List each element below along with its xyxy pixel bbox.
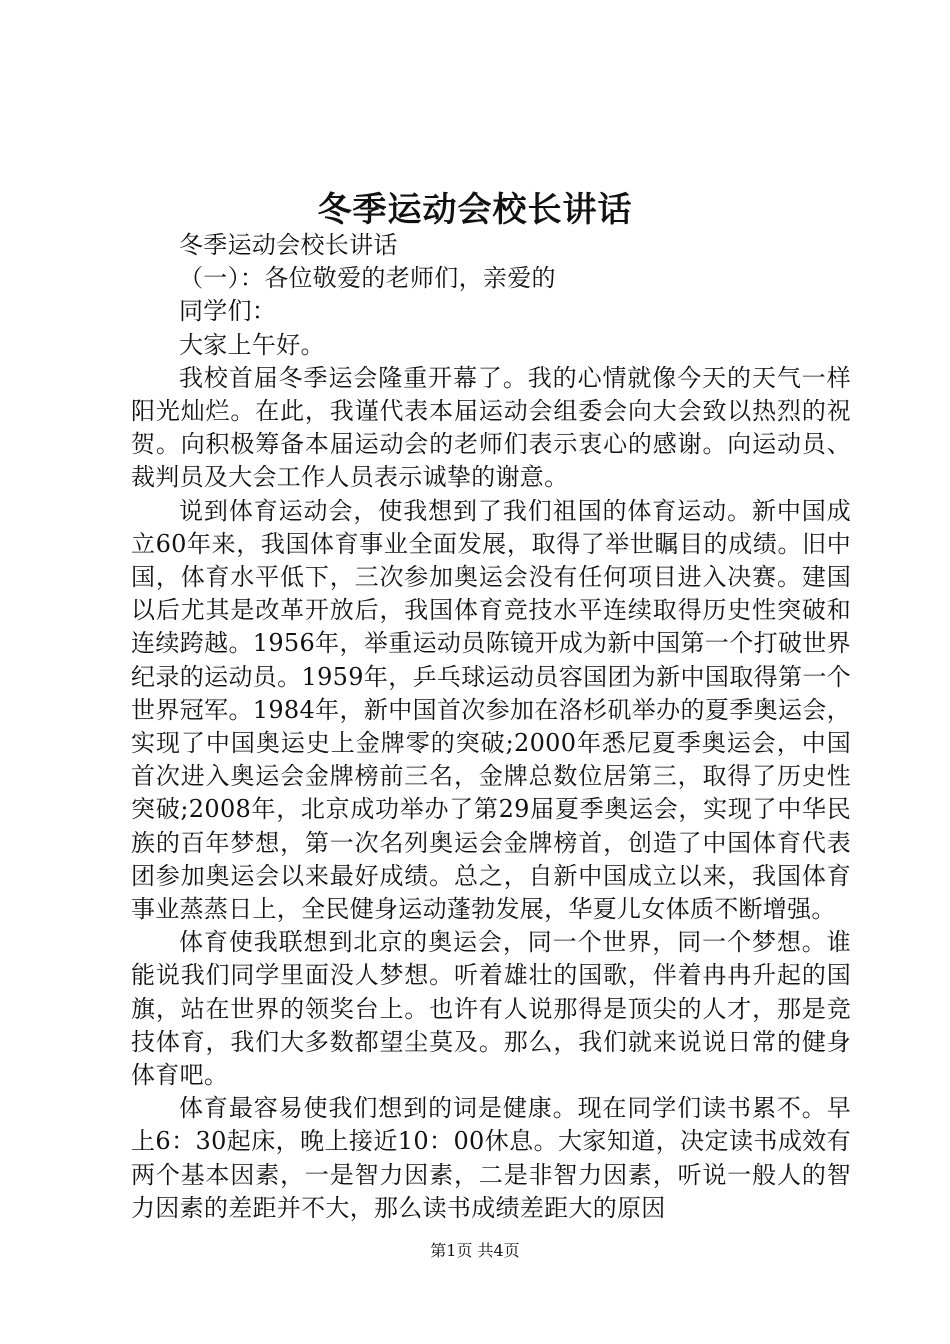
document-title: 冬季运动会校长讲话 — [317, 190, 633, 230]
paragraph-subtitle: 冬季运动会校长讲话 — [179, 231, 398, 259]
paragraph-salutation: （一）：各位敬爱的老师们，亲爱的 — [179, 264, 556, 293]
paragraph-greeting: 大家上午好。 — [179, 330, 325, 359]
paragraph-salutation-cont: 同学们： — [179, 297, 277, 326]
page-footer: 第1页 共4页 — [430, 1241, 520, 1260]
document-body — [131, 229, 851, 1225]
paragraph-olympics-dream: 体育使我联想到北京的奥运会，同一个世界，同一个梦想。谁能说我们同学里面没人梦想。听着雄壮的国歌，伴着冉冉升起的国旗，站在世界的领奖台上。也许有人说那得是顶尖的人才，那是竞技体育，我们大多数都望尘莫及。那么，我们就来说说日常的健身体育吧。 — [131, 928, 851, 1090]
paragraph-opening: 我校首届冬季运会隆重开幕了。我的心情就像今天的天气一样阳光灿烂。在此，我谨代表本届运动会组委会向大会致以热烈的祝贺。向积极筹备本届运动会的老师们表示衷心的感谢。向运动员、裁判员及大会工作人员表示诚挚的谢意。 — [131, 363, 851, 492]
paragraph-sports-history: 说到体育运动会，使我想到了我们祖国的体育运动。新中国成立60年来，我国体育事业全面发展，取得了举世瞩目的成绩。旧中国，体育水平低下，三次参加奥运会没有任何项目进入决赛。建国以后尤其是改革开放后，我国体育竞技水平连续取得历史性突破和连续跨越。1956年，举重运动员陈镜开成为新中国第一个打破世界纪录的运动员。1959年，乒乓球运动员容国团为新中国取得第一个世界冠军。1984年，新中国首次参加在洛杉矶举办的夏季奥运会，实现了中国奥运史上金牌零的突破;2000年悉尼夏季奥运会，中国首次进入奥运会金牌榜前三名，金牌总数位居第三，取得了历史性突破;2008年，北京成功举办了第29届夏季奥运会，实现了中华民族的百年梦想，第一次名列奥运会金牌榜首，创造了中国体育代表团参加奥运会以来最好成绩。总之，自新中国成立以来，我国体育事业蒸蒸日上，全民健身运动蓬勃发展，华夏儿女体质不断增强。 — [131, 496, 851, 924]
paragraph-health: 体育最容易使我们想到的词是健康。现在同学们读书累不。早上6：30起床，晚上接近10：00休息。大家知道，决定读书成效有两个基本因素，一是智力因素，二是非智力因素，听说一般人的智力因素的差距并不大，那么读书成绩差距大的原因 — [131, 1094, 851, 1222]
